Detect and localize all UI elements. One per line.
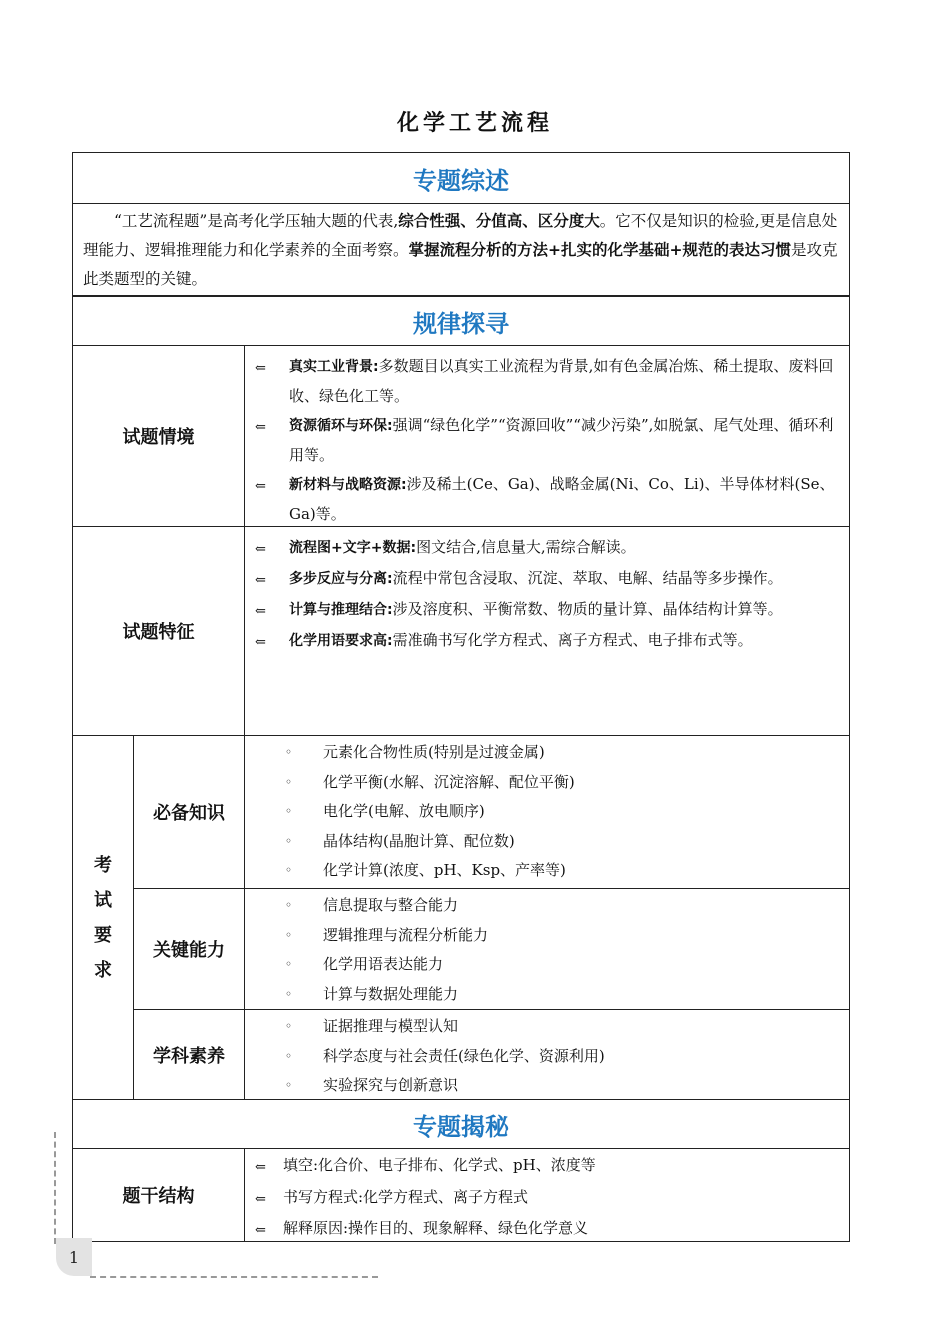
literacy-item-text: 证据推理与模型认知 (323, 1017, 459, 1035)
structure-label: 题干结构 (72, 1148, 245, 1242)
structure-item-text: 书写方程式:化学方程式、离子方程式 (283, 1187, 529, 1206)
features-item (255, 626, 839, 657)
features-item-head: 流程图+文字+数据: (289, 540, 417, 556)
knowledge-item (285, 856, 849, 886)
intro-bold-2: 掌握流程分析的方法+扎实的化学基础+规范的表达习惯 (408, 241, 791, 259)
abilities-item (285, 891, 849, 921)
knowledge-item-text: 化学平衡(水解、沉淀溶解、配位平衡) (323, 772, 575, 791)
section-header-overview: 专题综述 (72, 152, 850, 204)
exam-label-char: 求 (94, 959, 112, 981)
abilities-item-text: 化学用语表达能力 (323, 955, 444, 973)
section-header-patterns: 规律探寻 (72, 296, 850, 346)
features-item-text: 需准确书写化学方程式、离子方程式、电子排布式等。 (392, 631, 753, 649)
abilities-item (285, 980, 849, 1010)
structure-item (255, 1183, 839, 1215)
double-arrow-icon: ⇐ (255, 1160, 266, 1175)
double-arrow-icon: ⇐ (255, 604, 266, 619)
features-item (255, 595, 839, 626)
intro-paragraph (72, 203, 850, 296)
double-arrow-icon: ⇐ (255, 573, 266, 588)
exam-requirements-label (72, 735, 134, 1100)
literacy-item-text: 实验探究与创新意识 (323, 1076, 459, 1094)
abilities-content (244, 888, 850, 1010)
knowledge-item-text: 化学计算(浓度、pH、Ksp、产率等) (323, 861, 566, 879)
features-content (244, 526, 850, 736)
abilities-item-text: 计算与数据处理能力 (323, 984, 459, 1003)
double-arrow-icon: ⇐ (255, 479, 266, 494)
features-item-text: 涉及溶度积、平衡常数、物质的量计算、晶体结构计算等。 (392, 600, 783, 618)
context-label: 试题情境 (72, 345, 245, 527)
structure-item (255, 1151, 839, 1183)
double-arrow-icon: ⇐ (255, 361, 266, 376)
structure-item (255, 1214, 839, 1246)
circle-bullet-icon: ◦ (285, 1019, 293, 1033)
knowledge-label: 必备知识 (133, 735, 245, 889)
double-arrow-icon: ⇐ (255, 542, 266, 557)
literacy-item (285, 1042, 849, 1072)
features-label: 试题特征 (72, 526, 245, 736)
circle-bullet-icon: ◦ (285, 833, 293, 848)
abilities-item-text: 信息提取与整合能力 (323, 896, 459, 914)
structure-item-text: 填空:化合价、电子排布、化学式、pH、浓度等 (283, 1156, 596, 1174)
features-item-text: 图文结合,信息量大,需综合解读。 (416, 538, 636, 556)
structure-content (244, 1148, 850, 1242)
literacy-item (285, 1071, 849, 1101)
structure-item-text: 解释原因:操作目的、现象解释、绿色化学意义 (283, 1219, 589, 1237)
features-item-text: 流程中常包含浸取、沉淀、萃取、电解、结晶等多步操作。 (392, 569, 783, 587)
features-item (255, 533, 839, 564)
dashed-footer-line (90, 1276, 378, 1278)
literacy-item-text: 科学态度与社会责任(绿色化学、资源利用) (323, 1046, 605, 1065)
knowledge-item (285, 827, 849, 857)
intro-text-2: 。它不仅是知识的检验,更是信息处理能力、逻辑推理能力和化学素养的全面考察。 (83, 212, 838, 259)
section-header-reveal: 专题揭秘 (72, 1099, 850, 1149)
literacy-item (285, 1012, 849, 1042)
circle-bullet-icon: ◦ (285, 745, 293, 759)
circle-bullet-icon: ◦ (285, 804, 293, 818)
context-item-head: 资源循环与环保: (289, 418, 393, 434)
knowledge-item (285, 738, 849, 768)
abilities-item (285, 921, 849, 951)
context-item-text: 涉及稀土(Ce、Ga)、战略金属(Ni、Co、Li)、半导体材料(Se、Ga)等。 (289, 475, 835, 523)
features-item-head: 多步反应与分离: (289, 571, 393, 587)
dashed-margin-line (54, 1132, 56, 1244)
intro-text-3: 是攻克此类题型的关键。 (83, 241, 838, 288)
context-item-head: 真实工业背景: (289, 359, 379, 375)
page-title: 化学工艺流程 (396, 111, 553, 136)
circle-bullet-icon: ◦ (285, 863, 293, 877)
circle-bullet-icon: ◦ (285, 957, 293, 971)
context-item (255, 352, 839, 411)
context-item-head: 新材料与战略资源: (289, 477, 407, 493)
knowledge-content (244, 735, 850, 889)
exam-label-char: 考 (94, 854, 112, 876)
circle-bullet-icon: ◦ (285, 898, 293, 912)
double-arrow-icon: ⇐ (255, 420, 266, 435)
circle-bullet-icon: ◦ (285, 1078, 293, 1092)
knowledge-item-text: 晶体结构(晶胞计算、配位数) (323, 831, 515, 850)
context-content (244, 345, 850, 527)
context-item (255, 470, 839, 529)
knowledge-item-text: 元素化合物性质(特别是过渡金属) (323, 743, 545, 761)
double-arrow-icon: ⇐ (255, 1223, 266, 1238)
context-item (255, 411, 839, 470)
abilities-item (285, 950, 849, 980)
circle-bullet-icon: ◦ (285, 1048, 293, 1063)
knowledge-item (285, 797, 849, 827)
literacy-content (244, 1009, 850, 1100)
abilities-item-text: 逻辑推理与流程分析能力 (323, 925, 489, 944)
intro-bold-1: 综合性强、分值高、区分度大 (398, 212, 600, 230)
double-arrow-icon: ⇐ (255, 1191, 266, 1207)
circle-bullet-icon: ◦ (285, 986, 293, 1001)
intro-text-1: “工艺流程题”是高考化学压轴大题的代表, (114, 212, 399, 230)
features-item-head: 化学用语要求高: (289, 633, 393, 649)
double-arrow-icon: ⇐ (255, 635, 266, 650)
knowledge-item-text: 电化学(电解、放电顺序) (323, 802, 485, 820)
literacy-label: 学科素养 (133, 1009, 245, 1100)
circle-bullet-icon: ◦ (285, 927, 293, 942)
exam-label-char: 试 (94, 889, 112, 911)
circle-bullet-icon: ◦ (285, 774, 293, 789)
exam-label-char: 要 (94, 924, 112, 946)
knowledge-item (285, 768, 849, 798)
context-item-text: 强调“绿色化学”“资源回收”“减少污染”,如脱氯、尾气处理、循环利用等。 (289, 416, 834, 464)
abilities-label: 关键能力 (133, 888, 245, 1010)
features-item-head: 计算与推理结合: (289, 602, 393, 618)
features-item (255, 564, 839, 595)
context-item-text: 多数题目以真实工业流程为背景,如有色金属冶炼、稀土提取、废料回收、绿色化工等。 (289, 357, 834, 405)
page-number: 1 (56, 1238, 92, 1276)
